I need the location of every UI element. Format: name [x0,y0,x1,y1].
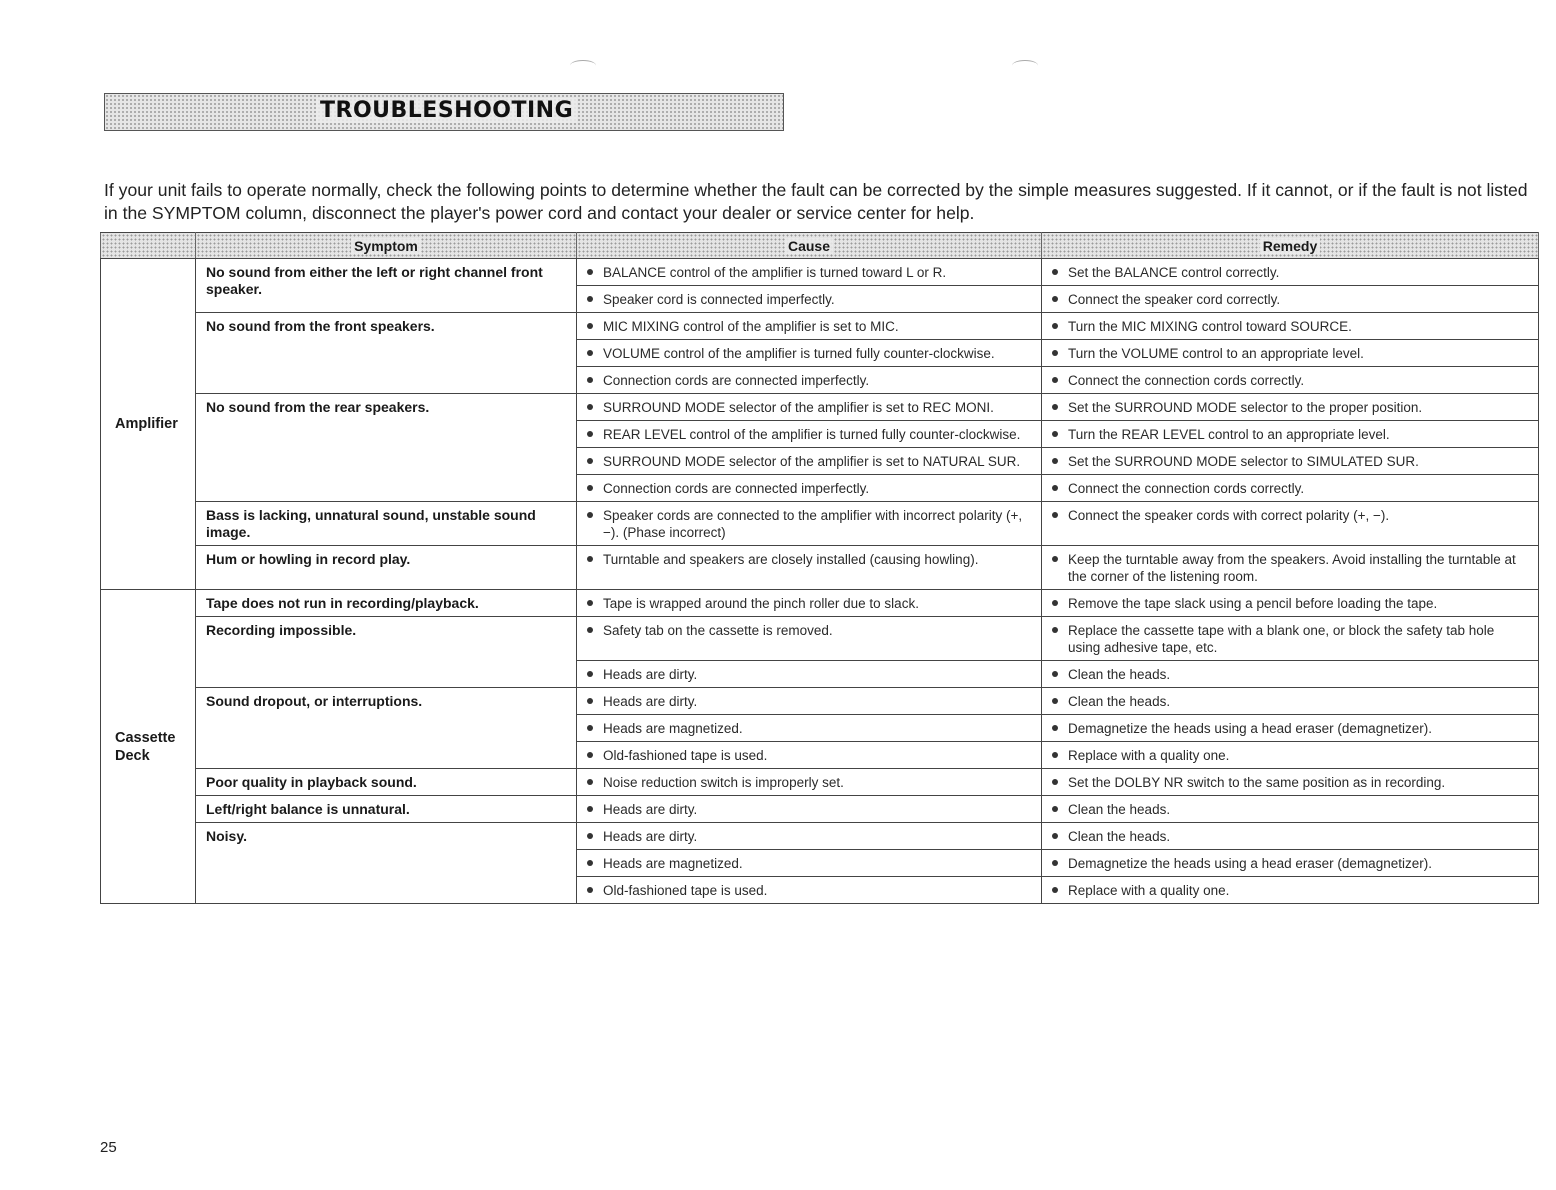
symptom-cell: Bass is lacking, unnatural sound, unstable sound image. [196,502,577,546]
cause-cell-text: SURROUND MODE selector of the amplifier is set to REC MONI. [603,400,994,415]
remedy-cell-line [1050,801,1530,818]
bullet-icon [587,431,593,437]
remedy-cell-text: Set the DOLBY NR switch to the same position as in recording. [1068,775,1446,790]
symptom-cell: Noisy. [196,823,577,904]
remedy-cell [1042,688,1539,715]
remedy-cell-line [1050,345,1530,362]
remedy-cell-text: Connect the speaker cord correctly. [1068,292,1281,307]
cause-header [577,233,1042,259]
scan-mark [570,60,596,71]
cause-cell [577,313,1042,340]
cause-cell-line [585,828,1033,845]
bullet-icon [587,887,593,893]
cause-cell-line [585,399,1033,416]
remedy-cell-text: Clean the heads. [1068,802,1171,817]
symptom-header-label: Symptom [351,238,421,254]
bullet-icon [587,725,593,731]
remedy-cell-line [1050,720,1530,737]
table-row [101,796,1539,823]
remedy-cell [1042,421,1539,448]
remedy-cell-line [1050,480,1530,497]
cause-cell-text: Noise reduction switch is improperly set. [603,775,844,790]
bullet-icon [587,752,593,758]
troubleshooting-table [100,232,1539,904]
remedy-cell-text: Set the SURROUND MODE selector to the proper position. [1068,400,1423,415]
page-number: 25 [100,1139,117,1156]
bullet-icon [1052,556,1058,562]
cause-header-label: Cause [785,238,833,254]
cause-cell-text: Connection cords are connected imperfectly. [603,481,870,496]
bullet-icon [587,377,593,383]
remedy-cell-line [1050,774,1530,791]
bullet-icon [1052,887,1058,893]
remedy-cell [1042,617,1539,661]
bullet-icon [587,600,593,606]
remedy-cell [1042,448,1539,475]
remedy-cell-text: Turn the VOLUME control to an appropriate level. [1068,346,1364,361]
bullet-icon [587,296,593,302]
remedy-cell [1042,796,1539,823]
remedy-cell-text: Clean the heads. [1068,829,1171,844]
remedy-cell-line [1050,693,1530,710]
symptom-header [196,233,577,259]
cause-cell [577,823,1042,850]
remedy-cell [1042,850,1539,877]
bullet-icon [1052,860,1058,866]
remedy-cell [1042,546,1539,590]
bullet-icon [1052,485,1058,491]
cause-cell-text: Turntable and speakers are closely installed (causing howling). [603,552,979,567]
cause-cell-text: MIC MIXING control of the amplifier is set to MIC. [603,319,899,334]
remedy-cell [1042,661,1539,688]
table-row [101,590,1539,617]
cause-cell-text: Tape is wrapped around the pinch roller due to slack. [603,596,919,611]
bullet-icon [1052,671,1058,677]
cause-cell [577,340,1042,367]
remedy-cell-text: Turn the MIC MIXING control toward SOURCE. [1068,319,1352,334]
cause-cell [577,715,1042,742]
table-row [101,823,1539,850]
cause-cell-line [585,693,1033,710]
table-row [101,502,1539,546]
remedy-cell-text: Keep the turntable away from the speakers. Avoid installing the turntable at the corner of the listening room. [1068,552,1516,584]
cause-cell-line [585,622,1033,639]
cause-cell-text: Heads are dirty. [603,667,698,682]
cause-cell [577,546,1042,590]
bullet-icon [1052,752,1058,758]
cause-cell-line [585,720,1033,737]
remedy-cell-line [1050,264,1530,281]
remedy-cell [1042,475,1539,502]
bullet-icon [587,806,593,812]
remedy-cell-line [1050,595,1530,612]
category-header [101,233,196,259]
remedy-cell [1042,286,1539,313]
cause-cell [577,850,1042,877]
bullet-icon [587,627,593,633]
cause-cell-text: Old-fashioned tape is used. [603,883,768,898]
cause-cell-line [585,882,1033,899]
cause-cell [577,259,1042,286]
symptom-cell: Hum or howling in record play. [196,546,577,590]
cause-cell [577,475,1042,502]
cause-cell-line [585,345,1033,362]
symptom-cell: Tape does not run in recording/playback. [196,590,577,617]
remedy-cell [1042,259,1539,286]
remedy-cell [1042,769,1539,796]
cause-cell-text: REAR LEVEL control of the amplifier is turned fully counter-clockwise. [603,427,1021,442]
remedy-cell-line [1050,747,1530,764]
remedy-header [1042,233,1539,259]
cause-cell-text: Heads are dirty. [603,802,698,817]
cause-cell-text: Old-fashioned tape is used. [603,748,768,763]
cause-cell [577,367,1042,394]
table-row [101,546,1539,590]
bullet-icon [587,860,593,866]
remedy-cell-text: Set the BALANCE control correctly. [1068,265,1280,280]
remedy-cell-text: Replace with a quality one. [1068,748,1230,763]
remedy-cell [1042,823,1539,850]
remedy-cell-text: Turn the REAR LEVEL control to an appropriate level. [1068,427,1390,442]
bullet-icon [587,833,593,839]
cause-cell-line [585,595,1033,612]
remedy-cell [1042,590,1539,617]
bullet-icon [1052,512,1058,518]
cause-cell [577,769,1042,796]
remedy-cell-line [1050,372,1530,389]
cause-cell [577,590,1042,617]
symptom-cell: Recording impossible. [196,617,577,688]
table-row [101,394,1539,421]
cause-cell [577,742,1042,769]
table-row [101,617,1539,661]
remedy-cell-line [1050,828,1530,845]
bullet-icon [587,404,593,410]
remedy-cell-text: Replace with a quality one. [1068,883,1230,898]
cause-cell-line [585,372,1033,389]
remedy-cell-text: Clean the heads. [1068,694,1171,709]
remedy-cell-text: Connect the connection cords correctly. [1068,481,1305,496]
bullet-icon [587,458,593,464]
bullet-icon [1052,269,1058,275]
bullet-icon [587,485,593,491]
table-row [101,313,1539,340]
scan-mark [1012,60,1038,71]
bullet-icon [1052,296,1058,302]
remedy-cell [1042,340,1539,367]
bullet-icon [1052,833,1058,839]
remedy-cell [1042,313,1539,340]
remedy-cell-text: Set the SURROUND MODE selector to SIMULATED SUR. [1068,454,1419,469]
remedy-cell-text: Demagnetize the heads using a head eraser (demagnetizer). [1068,856,1432,871]
cause-cell-line [585,264,1033,281]
remedy-cell [1042,742,1539,769]
cause-cell-line [585,747,1033,764]
remedy-cell-line [1050,399,1530,416]
cause-cell-line [585,855,1033,872]
symptom-cell: No sound from the front speakers. [196,313,577,394]
cause-cell [577,394,1042,421]
remedy-cell [1042,502,1539,546]
bullet-icon [1052,323,1058,329]
remedy-cell-text: Clean the heads. [1068,667,1171,682]
bullet-icon [1052,377,1058,383]
cause-cell-text: SURROUND MODE selector of the amplifier is set to NATURAL SUR. [603,454,1021,469]
bullet-icon [1052,600,1058,606]
bullet-icon [587,671,593,677]
bullet-icon [1052,806,1058,812]
cause-cell-text: Connection cords are connected imperfectly. [603,373,870,388]
remedy-cell-line [1050,426,1530,443]
remedy-cell-line [1050,507,1530,524]
cause-cell-text: Speaker cord is connected imperfectly. [603,292,835,307]
remedy-cell-line [1050,291,1530,308]
bullet-icon [1052,725,1058,731]
cause-cell-line [585,480,1033,497]
table-row [101,688,1539,715]
category-cell: Amplifier [101,259,196,590]
bullet-icon [587,779,593,785]
bullet-icon [1052,350,1058,356]
cause-cell-text: Heads are magnetized. [603,721,743,736]
cause-cell-text: Safety tab on the cassette is removed. [603,623,833,638]
remedy-cell-line [1050,882,1530,899]
bullet-icon [1052,458,1058,464]
category-cell: Cassette Deck [101,590,196,904]
remedy-cell-line [1050,666,1530,683]
bullet-icon [587,512,593,518]
cause-cell-line [585,426,1033,443]
remedy-cell-text: Connect the speaker cords with correct polarity (+, −). [1068,508,1390,523]
bullet-icon [1052,431,1058,437]
table-body [101,259,1539,904]
remedy-cell [1042,367,1539,394]
remedy-cell-text: Connect the connection cords correctly. [1068,373,1305,388]
cause-cell-line [585,801,1033,818]
table-header-row [101,233,1539,259]
cause-cell-line [585,551,1033,568]
remedy-cell-line [1050,551,1530,585]
symptom-cell: No sound from the rear speakers. [196,394,577,502]
cause-cell-line [585,507,1033,541]
cause-cell-text: Speaker cords are connected to the amplifier with incorrect polarity (+, −). (Phase incorrect) [603,508,1023,540]
cause-cell-line [585,453,1033,470]
remedy-cell [1042,877,1539,904]
cause-cell [577,661,1042,688]
cause-cell [577,502,1042,546]
remedy-cell-text: Remove the tape slack using a pencil before loading the tape. [1068,596,1438,611]
bullet-icon [1052,627,1058,633]
cause-cell [577,448,1042,475]
remedy-cell-line [1050,622,1530,656]
symptom-cell: No sound from either the left or right channel front speaker. [196,259,577,313]
cause-cell [577,877,1042,904]
cause-cell [577,688,1042,715]
remedy-cell-line [1050,453,1530,470]
bullet-icon [1052,779,1058,785]
page-title: TROUBLESHOOTING [316,98,577,123]
bullet-icon [587,350,593,356]
remedy-cell [1042,715,1539,742]
bullet-icon [587,698,593,704]
remedy-cell-text: Demagnetize the heads using a head eraser (demagnetizer). [1068,721,1432,736]
bullet-icon [1052,404,1058,410]
cause-cell-text: Heads are magnetized. [603,856,743,871]
intro-paragraph: If your unit fails to operate normally, check the following points to determine whether the fault can be corrected by the simple measures suggested. If it cannot, or if the fault is not listed in the SYMPTOM column, disconnect the player's power cord and contact your dealer or service center for help. [104,180,1528,223]
cause-cell [577,286,1042,313]
cause-cell [577,421,1042,448]
cause-cell-text: BALANCE control of the amplifier is turned toward L or R. [603,265,947,280]
cause-cell-line [585,666,1033,683]
cause-cell-line [585,774,1033,791]
cause-cell-text: VOLUME control of the amplifier is turned fully counter-clockwise. [603,346,995,361]
remedy-cell-line [1050,318,1530,335]
bullet-icon [587,556,593,562]
bullet-icon [587,323,593,329]
cause-cell [577,796,1042,823]
bullet-icon [1052,698,1058,704]
bullet-icon [587,269,593,275]
remedy-header-label: Remedy [1260,238,1320,254]
table-row [101,769,1539,796]
table-row [101,259,1539,286]
remedy-cell [1042,394,1539,421]
cause-cell-line [585,291,1033,308]
title-banner [104,93,784,131]
cause-cell-text: Heads are dirty. [603,829,698,844]
cause-cell-text: Heads are dirty. [603,694,698,709]
remedy-cell-text: Replace the cassette tape with a blank one, or block the safety tab hole using adhesive tape, etc. [1068,623,1495,655]
symptom-cell: Poor quality in playback sound. [196,769,577,796]
symptom-cell: Left/right balance is unnatural. [196,796,577,823]
cause-cell-line [585,318,1033,335]
cause-cell [577,617,1042,661]
symptom-cell: Sound dropout, or interruptions. [196,688,577,769]
remedy-cell-line [1050,855,1530,872]
